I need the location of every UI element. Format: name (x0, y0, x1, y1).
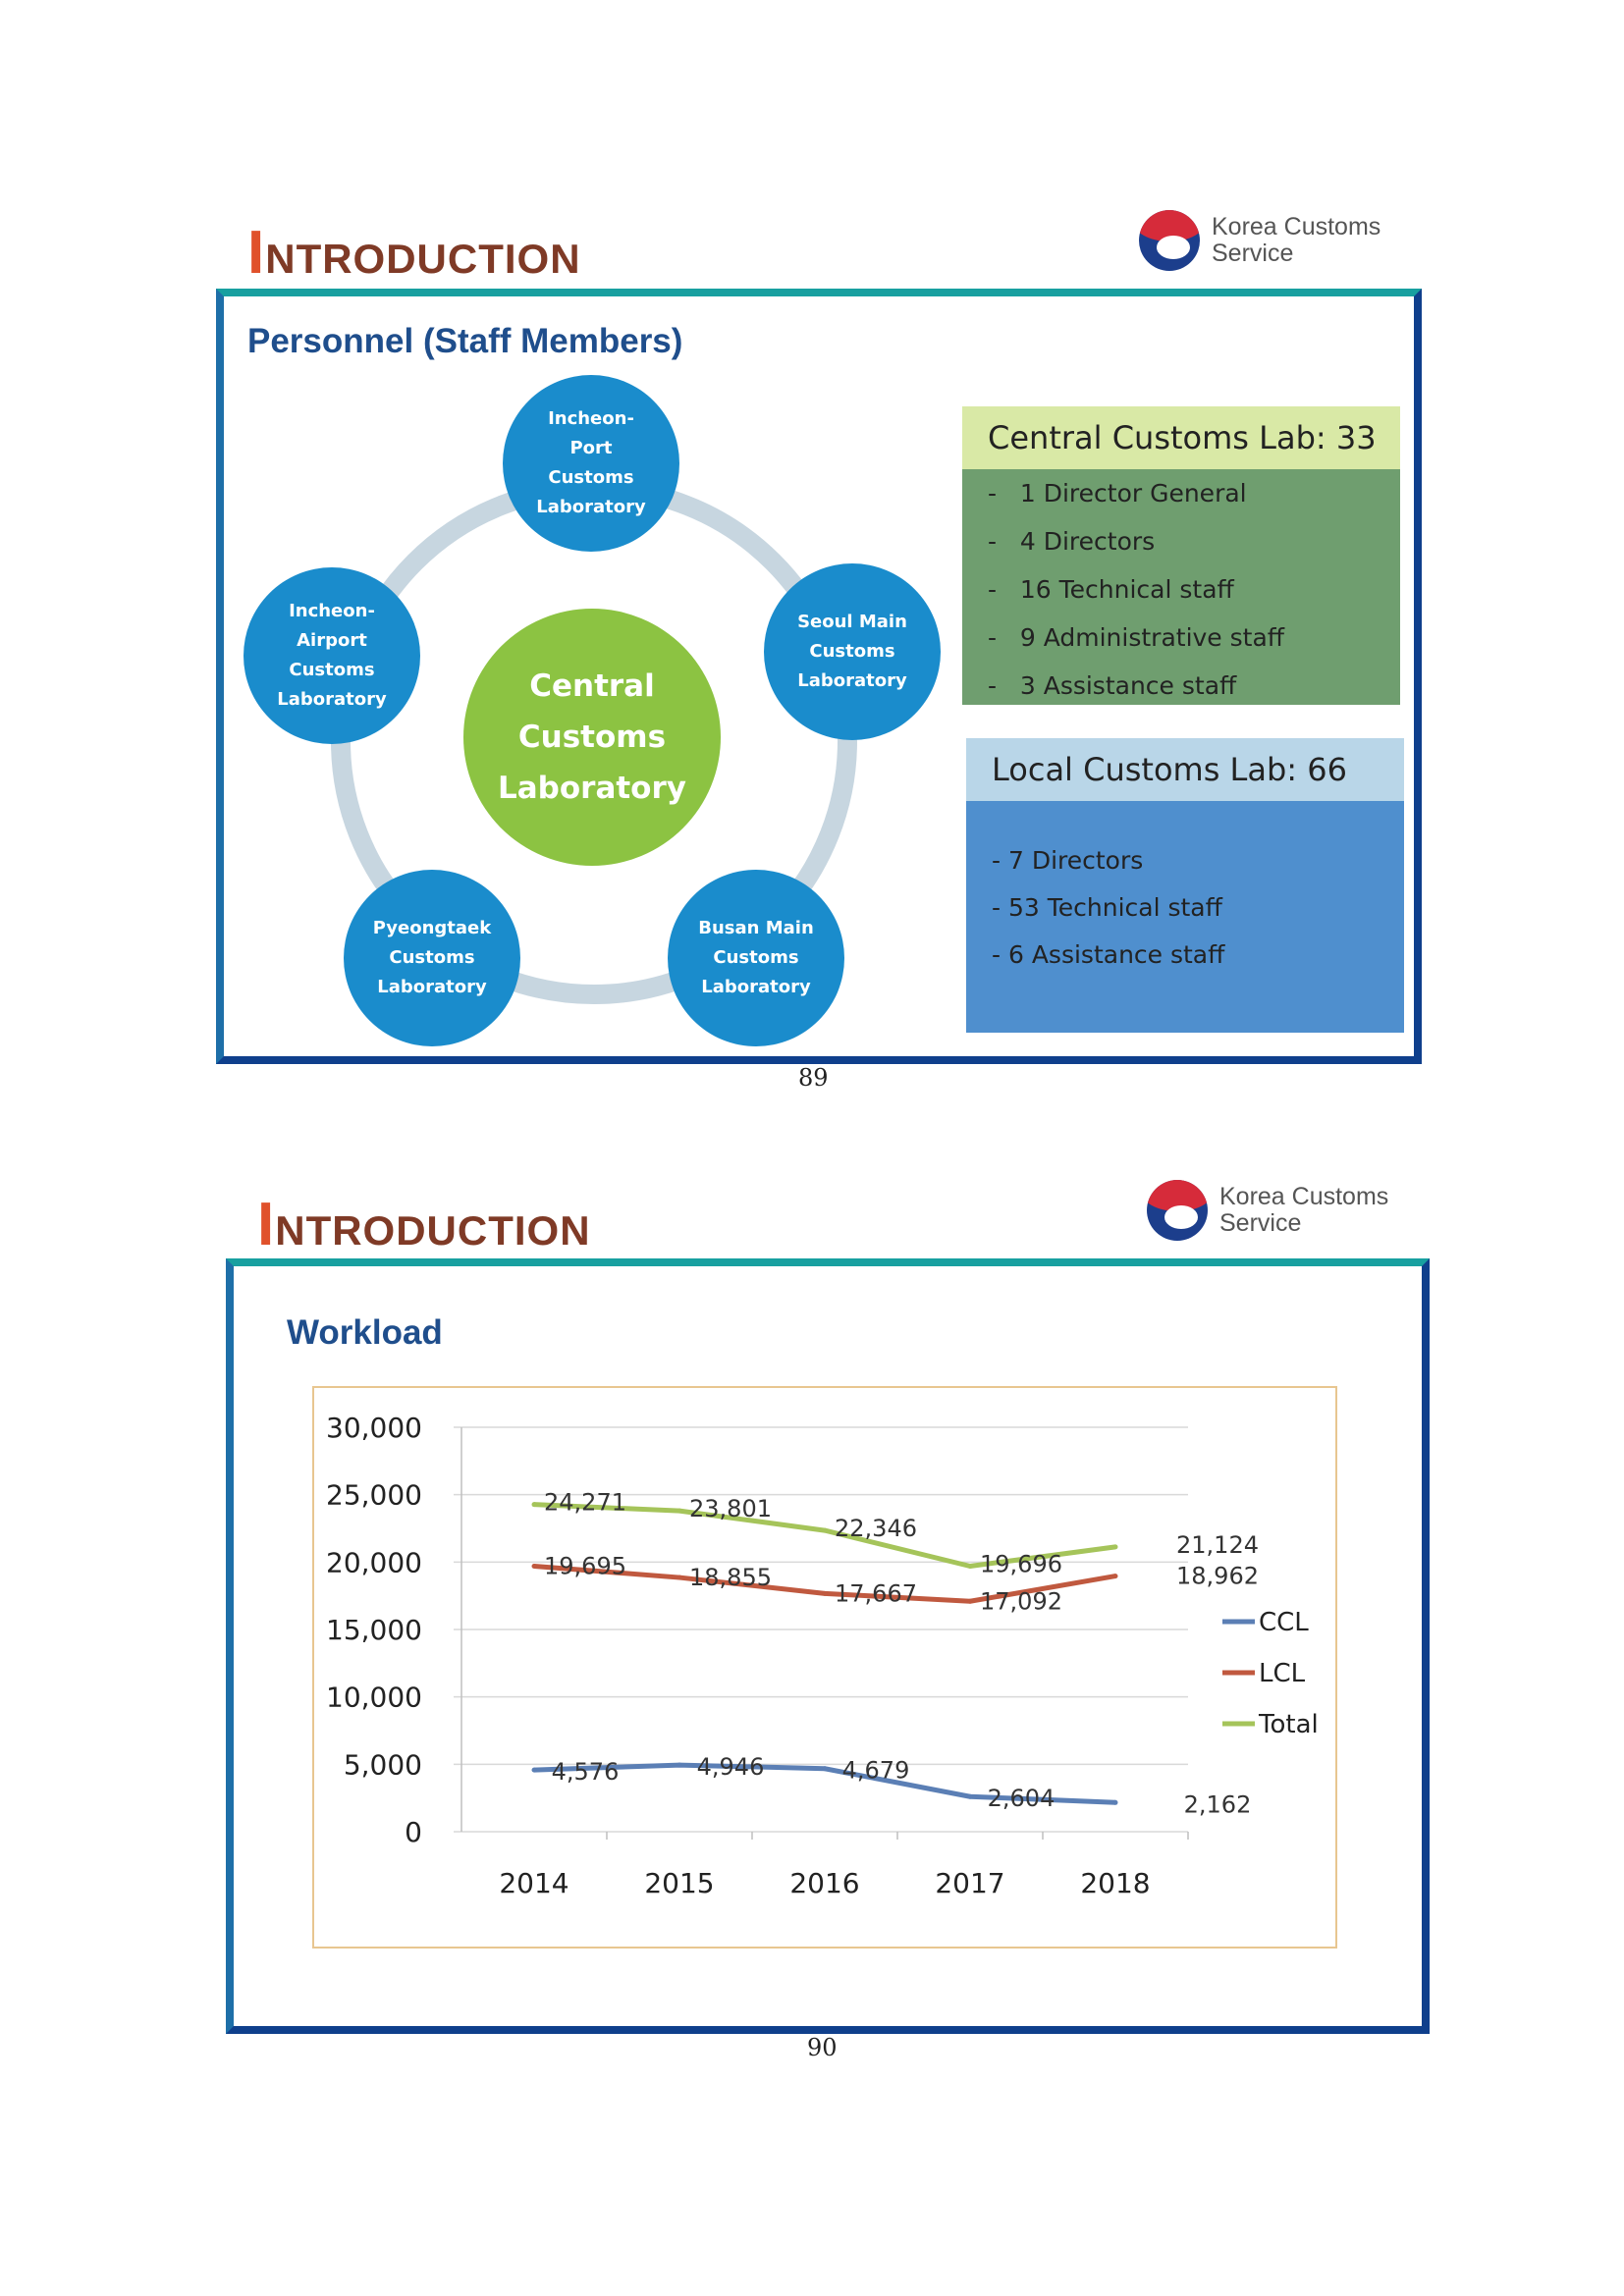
workload-chart (312, 1386, 1337, 1949)
title-rest: NTRODUCTION (265, 236, 581, 282)
circle-central-lab: Central Customs Laboratory (463, 609, 721, 866)
data-point-ccl (823, 1766, 828, 1771)
legend-label: LCL (1259, 1659, 1306, 1688)
kcs-emblem-icon (1139, 210, 1200, 271)
y-tick-label: 20,000 (326, 1546, 422, 1579)
data-point-ccl (677, 1763, 682, 1768)
data-point-ccl (532, 1768, 537, 1773)
x-tick-label: 2015 (644, 1867, 715, 1899)
slide-title (257, 1190, 591, 1259)
title-initial: I (247, 219, 266, 287)
circle-pyeongtaek-lab: Pyeongtaek Customs Laboratory (344, 870, 520, 1046)
data-point-total (1113, 1544, 1118, 1549)
data-label: 2,604 (987, 1785, 1056, 1813)
x-tick-label: 2017 (935, 1867, 1005, 1899)
slide-workload (0, 1119, 1624, 2296)
data-point-ccl (1113, 1800, 1118, 1805)
kcs-logo (1139, 210, 1398, 271)
legend-label: CCL (1259, 1608, 1309, 1637)
y-tick-label: 15,000 (326, 1614, 422, 1646)
central-lab-item: - 4 Directors (988, 527, 1156, 556)
data-point-total (677, 1509, 682, 1514)
data-point-lcl (968, 1599, 973, 1604)
slide-personnel (0, 0, 1624, 1119)
central-lab-item: - 16 Technical staff (988, 575, 1234, 604)
title-rest: NTRODUCTION (275, 1207, 591, 1254)
workload-heading: Workload (287, 1313, 443, 1352)
data-label: 19,696 (980, 1550, 1062, 1578)
data-label: 4,946 (696, 1753, 765, 1782)
central-lab-item: - 1 Director General (988, 479, 1247, 507)
y-tick-label: 5,000 (343, 1748, 422, 1782)
x-tick-label: 2018 (1080, 1867, 1151, 1899)
y-tick-label: 0 (405, 1816, 422, 1848)
kcs-emblem-icon (1147, 1180, 1208, 1241)
data-point-ccl (968, 1794, 973, 1799)
title-initial: I (257, 1191, 276, 1258)
data-label: 21,124 (1176, 1530, 1259, 1559)
central-lab-body (962, 469, 1400, 705)
local-lab-header: Local Customs Lab: 66 (966, 738, 1404, 801)
data-label: 17,092 (980, 1587, 1062, 1616)
data-label: 18,962 (1176, 1562, 1259, 1590)
data-point-total (532, 1502, 537, 1507)
page-number: 90 (807, 2034, 838, 2061)
y-tick-label: 10,000 (326, 1681, 422, 1714)
x-tick-label: 2016 (789, 1867, 860, 1899)
workload-chart-svg (314, 1388, 1335, 1947)
data-label: 23,801 (689, 1495, 772, 1523)
local-lab-body (966, 801, 1404, 1033)
x-tick-label: 2014 (499, 1867, 569, 1899)
data-label: 24,271 (544, 1488, 626, 1517)
data-point-lcl (823, 1591, 828, 1596)
data-label: 4,679 (841, 1756, 910, 1785)
kcs-logo (1147, 1180, 1406, 1241)
circle-incheon-airport-lab: Incheon- Airport Customs Laboratory (244, 567, 420, 744)
local-lab-item: - 53 Technical staff (992, 893, 1222, 922)
data-point-total (823, 1528, 828, 1533)
logo-text: Korea Customs Service (1212, 213, 1381, 267)
local-lab-item: - 6 Assistance staff (992, 940, 1225, 969)
logo-text: Korea Customs Service (1219, 1183, 1389, 1237)
data-point-lcl (532, 1564, 537, 1569)
circle-seoul-main-lab: Seoul Main Customs Laboratory (764, 563, 941, 740)
slide-title (247, 218, 581, 288)
data-label: 4,576 (551, 1758, 620, 1787)
legend-label: Total (1259, 1710, 1319, 1739)
central-lab-header: Central Customs Lab: 33 (962, 406, 1400, 469)
circle-busan-main-lab: Busan Main Customs Laboratory (668, 870, 844, 1046)
central-lab-item: - 9 Administrative staff (988, 623, 1285, 652)
data-label: 17,667 (835, 1579, 917, 1608)
y-tick-label: 30,000 (326, 1412, 422, 1444)
page-number: 89 (798, 1064, 829, 1092)
data-label: 19,695 (544, 1552, 626, 1580)
data-label: 2,162 (1183, 1790, 1252, 1819)
data-point-lcl (1113, 1574, 1118, 1578)
circle-incheon-port-lab: Incheon- Port Customs Laboratory (503, 375, 679, 552)
local-lab-item: - 7 Directors (992, 846, 1144, 875)
data-point-lcl (677, 1575, 682, 1580)
y-tick-label: 25,000 (326, 1478, 422, 1512)
central-lab-item: - 3 Assistance staff (988, 671, 1237, 700)
personnel-heading: Personnel (Staff Members) (247, 322, 683, 360)
data-point-total (968, 1564, 973, 1569)
data-label: 22,346 (835, 1515, 917, 1543)
data-label: 18,855 (689, 1564, 772, 1592)
